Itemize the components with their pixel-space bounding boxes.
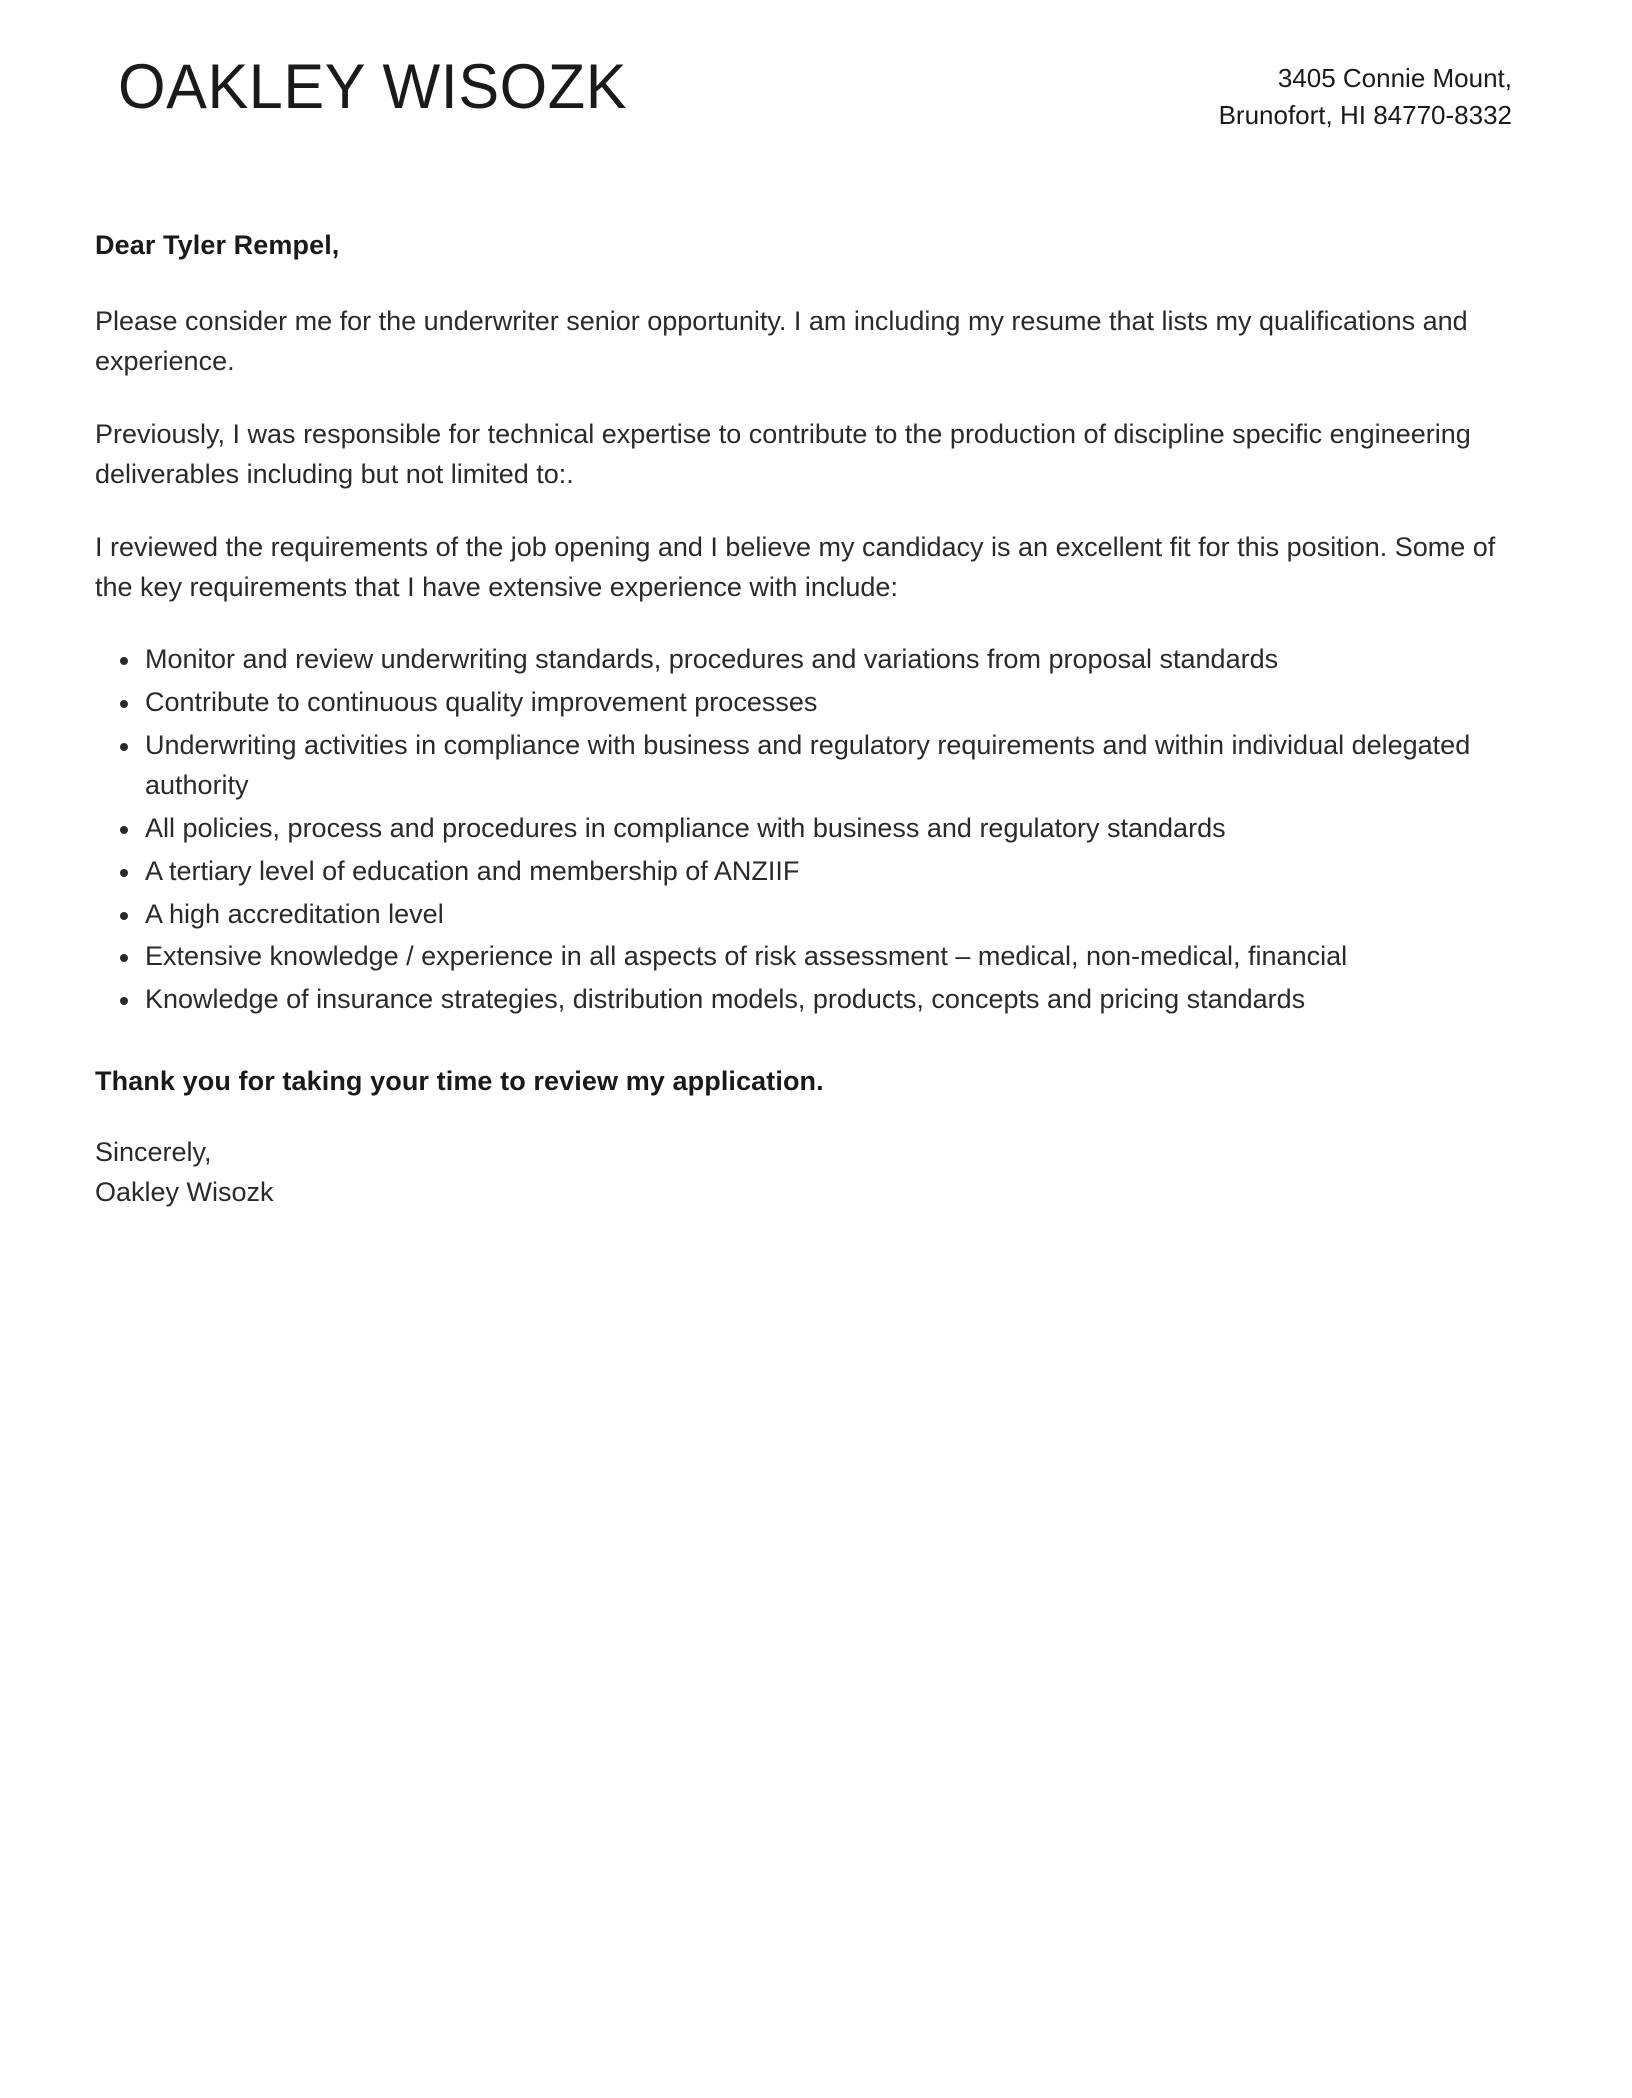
letter-header [0, 0, 1632, 134]
list-item: Underwriting activities in compliance with business and regulatory requirements and within individual delegated authority [95, 726, 1512, 806]
list-item: A tertiary level of education and membership of ANZIIF [95, 852, 1512, 892]
list-item: Monitor and review underwriting standards, procedures and variations from proposal standards [95, 640, 1512, 680]
paragraph-requirements-intro: I reviewed the requirements of the job opening and I believe my candidacy is an excellent fit for this position. Some of the key requirements that I have extensive experience with include: [95, 531, 1496, 603]
signature-block [95, 1133, 1512, 1211]
list-item: All policies, process and procedures in compliance with business and regulatory standards [95, 809, 1512, 849]
salutation: Dear Tyler Rempel, [95, 229, 340, 260]
list-item: Contribute to continuous quality improvement processes [95, 683, 1512, 723]
letter-body [0, 230, 1632, 1212]
list-item: A high accreditation level [95, 895, 1512, 935]
signoff-name: Oakley Wisozk [95, 1176, 274, 1207]
page-title: OAKLEY WISOZK [118, 52, 628, 122]
list-item: Knowledge of insurance strategies, distribution models, products, concepts and pricing standards [95, 980, 1512, 1020]
paragraph-experience: Previously, I was responsible for technical expertise to contribute to the production of discipline specific engineering deliverables including but not limited to:. [95, 418, 1471, 490]
address-line-1: 3405 Connie Mount, [1277, 63, 1512, 93]
sender-address [1219, 52, 1512, 134]
thank-you-line: Thank you for taking your time to review my application. [95, 1066, 824, 1097]
address-line-2: Brunofort, HI 84770-8332 [1218, 99, 1512, 130]
list-item: Extensive knowledge / experience in all aspects of risk assessment – medical, non-medical, financial [95, 937, 1512, 977]
qualifications-list [95, 640, 1512, 1021]
signoff-closing: Sincerely, [95, 1137, 212, 1168]
paragraph-intro: Please consider me for the underwriter senior opportunity. I am including my resume that lists my qualifications and experience. [95, 305, 1468, 377]
